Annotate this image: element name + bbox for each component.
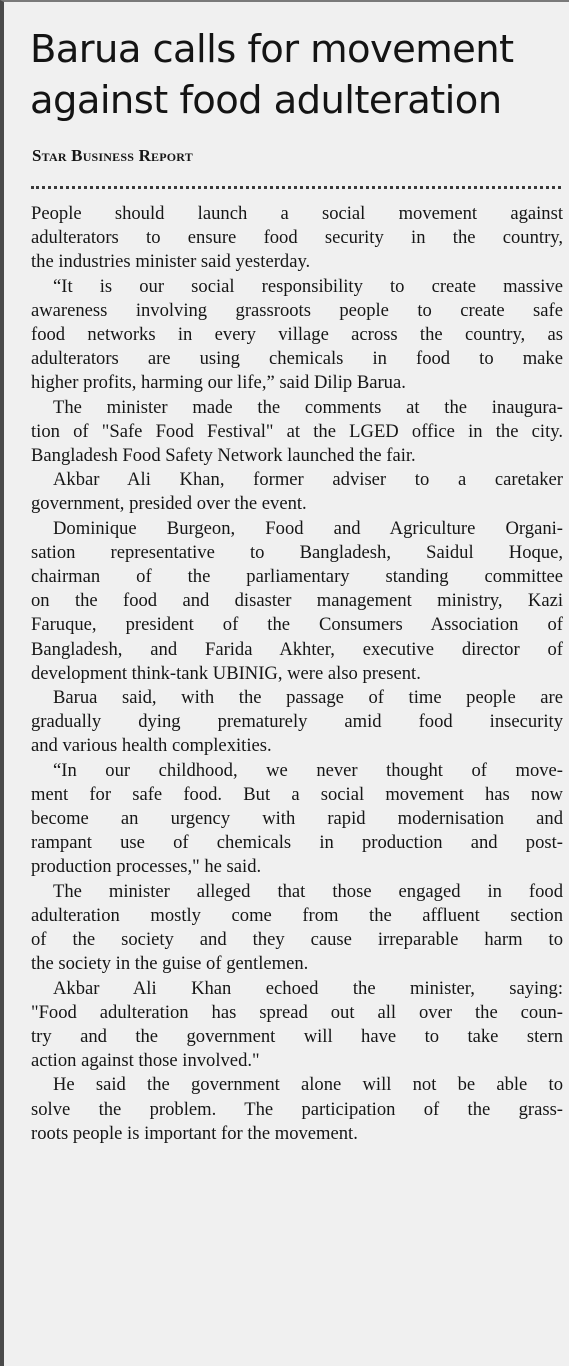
paragraph-line: “It is our social responsibility to create massive xyxy=(53,275,563,297)
paragraph-line: awareness involving grassroots people to create safe xyxy=(31,299,563,321)
paragraph-line: Dominique Burgeon, Food and Agriculture Organi- xyxy=(53,517,563,539)
paragraph-line: adulteration mostly come from the affluent section xyxy=(31,904,563,926)
paragraph-line: The minister made the comments at the inaugura- xyxy=(53,396,563,418)
paragraph-line: The minister alleged that those engaged in food xyxy=(53,880,563,902)
paragraph-line: Akbar Ali Khan, former adviser to a caretaker xyxy=(53,469,563,491)
paragraph-line: People should launch a social movement against xyxy=(31,203,563,224)
paragraph-line: sation representative to Bangladesh, Saidul Hoque, xyxy=(31,541,563,563)
paragraph-line: rampant use of chemicals in production and post- xyxy=(31,832,563,854)
dotted-divider xyxy=(31,186,561,189)
paragraph-line: development think-tank UBINIG, were also present. xyxy=(31,662,421,684)
paragraph-line: and various health complexities. xyxy=(31,735,272,757)
paragraph-line: adulterators are using chemicals in food to make xyxy=(31,348,563,370)
article-paragraph xyxy=(31,977,563,1074)
paragraph-line: ment for safe food. But a social movement has now xyxy=(31,783,563,805)
article-paragraph xyxy=(31,1073,563,1146)
paragraph-line: of the society and they cause irreparable harm to xyxy=(31,929,563,951)
paragraph-line: Faruque, president of the Consumers Association of xyxy=(31,614,563,636)
article-headline xyxy=(30,24,560,126)
paragraph-line: tion of "Safe Food Festival" at the LGED office in the city. xyxy=(31,420,563,442)
article-paragraph xyxy=(31,275,563,396)
paragraph-line: roots people is important for the movement. xyxy=(31,1122,358,1144)
paragraph-line: chairman of the parliamentary standing committee xyxy=(31,566,563,588)
paragraph-line: Bangladesh, and Farida Akhter, executive director of xyxy=(31,638,563,660)
article-body xyxy=(31,202,563,1146)
article-paragraph xyxy=(31,880,563,977)
paragraph-line: production processes," he said. xyxy=(31,856,262,878)
paragraph-line: become an urgency with rapid modernisation and xyxy=(31,808,563,830)
headline-line: against food adulteration xyxy=(30,78,502,123)
article-paragraph xyxy=(31,468,563,516)
paragraph-line: “In our childhood, we never thought of move- xyxy=(53,759,563,781)
paragraph-line: Bangladesh Food Safety Network launched the fair. xyxy=(31,445,416,467)
article-paragraph xyxy=(31,396,563,469)
paragraph-line: gradually dying prematurely amid food insecurity xyxy=(31,711,563,733)
paragraph-line: action against those involved." xyxy=(31,1050,260,1072)
paragraph-line: food networks in every village across the country, as xyxy=(31,324,563,346)
headline-line: Barua calls for movement xyxy=(30,27,514,72)
paragraph-line: government, presided over the event. xyxy=(31,493,307,515)
paragraph-line: He said the government alone will not be able to xyxy=(53,1074,563,1096)
article-paragraph xyxy=(31,517,563,686)
paragraph-line: try and the government will have to take stern xyxy=(31,1025,563,1047)
article-paragraph xyxy=(31,202,563,275)
paragraph-line: adulterators to ensure food security in the country, xyxy=(31,227,563,249)
paragraph-line: the society in the guise of gentlemen. xyxy=(31,953,309,975)
paragraph-line: Akbar Ali Khan echoed the minister, saying: xyxy=(53,977,563,999)
paragraph-line: the industries minister said yesterday. xyxy=(31,251,311,273)
paragraph-line: Barua said, with the passage of time people are xyxy=(53,687,563,709)
paragraph-line: solve the problem. The participation of the grass- xyxy=(31,1098,563,1120)
article-paragraph xyxy=(31,759,563,880)
paragraph-line: higher profits, harming our life,” said Dilip Barua. xyxy=(31,372,406,394)
paragraph-line: on the food and disaster management ministry, Kazi xyxy=(31,590,563,612)
article-byline: Star Business Report xyxy=(32,146,193,165)
article-paragraph xyxy=(31,686,563,759)
paragraph-line: "Food adulteration has spread out all over the coun- xyxy=(31,1001,563,1023)
